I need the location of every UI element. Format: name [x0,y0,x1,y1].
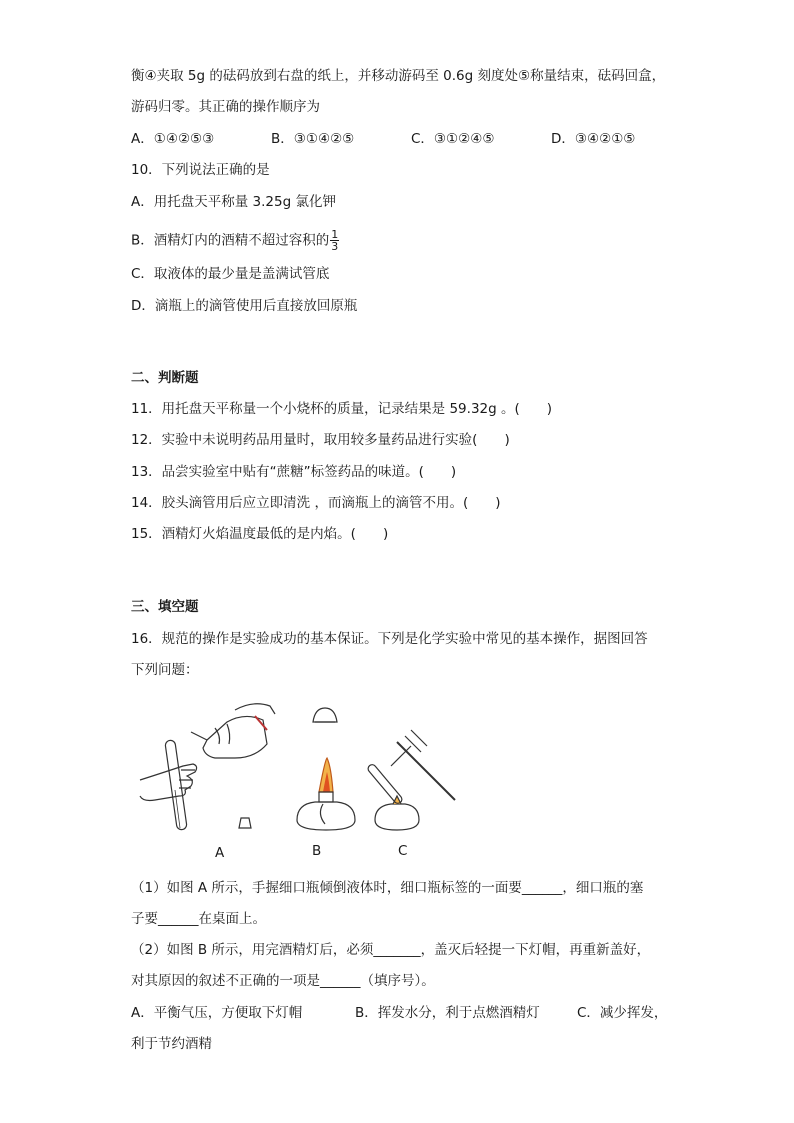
q16-option-b: B．挥发水分，利于点燃酒精灯 [355,1005,540,1021]
lab-figure-drawing [135,700,465,840]
q15: 15．酒精灯火焰温度最低的是内焰。( ) [131,526,389,542]
q9-line-1: 衡④夹取 5g 的砝码放到右盘的纸上，并移动游码至 0.6g 刻度处⑤称量结束，砝码回盒， [131,68,666,84]
q16-line-1: 16．规范的操作是实验成功的基本保证。下列是化学实验中常见的基本操作，据图回答 [131,631,648,647]
q16-option-c: C．减少挥发， [577,1005,668,1021]
q16-part2-options [131,1003,667,1023]
q12: 12．实验中未说明药品用量时，取用较多量药品进行实验( ) [131,432,510,448]
figure-c-heating-test-tube [367,730,455,830]
figure-b-alcohol-lamp [297,708,355,830]
lab-operations-figure [135,700,465,865]
q10-option-b [131,229,339,252]
q9-option-a: A．①④②⑤③ [131,131,215,147]
q13: 13．品尝实验室中贴有“蔗糖”标签药品的味道。( ) [131,464,457,480]
figure-label-c: C [398,843,408,859]
fraction-denominator: 3 [331,240,339,253]
q10-fraction [330,229,339,252]
figure-label-b: B [312,843,322,859]
q16-option-c-continued: 利于节约酒精 [131,1036,212,1052]
q16-line-2: 下列问题： [131,662,199,678]
figure-label-a: A [215,845,225,861]
q9-option-d: D．③④②①⑤ [551,131,636,147]
q16-part2-line-1: （2）如图 B 所示，用完酒精灯后，必须_______，盖灭后轻提一下灯帽，再重新盖好， [131,942,651,958]
q9-option-c: C．③①②④⑤ [411,131,495,147]
figure-a-pouring-liquid [140,704,275,831]
q10-option-b-text: B．酒精灯内的酒精不超过容积的 [131,232,330,249]
q14: 14．胶头滴管用后应立即清洗 ，而滴瓶上的滴管不用。( ) [131,495,501,511]
q16-part2-line-2: 对其原因的叙述不正确的一项是______（填序号）。 [131,973,435,989]
q10-option-d: D．滴瓶上的滴管使用后直接放回原瓶 [131,298,358,314]
q10-option-c: C．取液体的最少量是盖满试管底 [131,266,330,282]
q10-stem: 10．下列说法正确的是 [131,162,270,178]
q9-options [131,129,635,149]
section-2-title: 二、判断题 [131,370,199,386]
q9-option-b: B．③①④②⑤ [271,131,355,147]
q16-part1-line-1: （1）如图 A 所示，手握细口瓶倾倒液体时，细口瓶标签的一面要______，细口瓶的塞 [131,880,644,896]
q10-option-a: A．用托盘天平称量 3.25g 氯化钾 [131,194,336,210]
fraction-numerator: 1 [331,228,339,241]
q16-option-a: A．平衡气压，方便取下灯帽 [131,1005,303,1021]
q11: 11．用托盘天平称量一个小烧杯的质量，记录结果是 59.32g 。( ) [131,401,553,417]
q9-line-2: 游码归零。其正确的操作顺序为 [131,99,320,115]
q16-part1-line-2: 子要______在桌面上。 [131,911,266,927]
section-3-title: 三、填空题 [131,599,199,615]
